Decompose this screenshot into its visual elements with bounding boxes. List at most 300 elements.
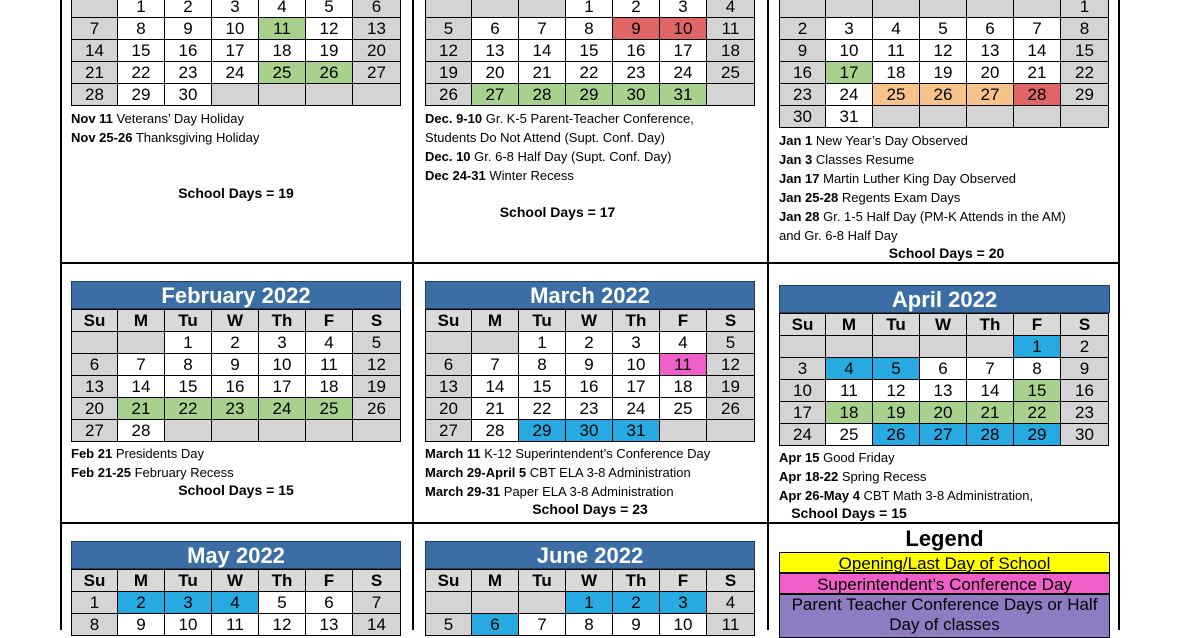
weekday-tu: Tu: [519, 310, 566, 332]
day-cell-22: 22: [1014, 402, 1061, 424]
day-cell-13: 13: [920, 380, 967, 402]
note-date: Dec 24-31: [425, 168, 486, 183]
weekday-m: M: [826, 314, 873, 336]
empty-cell: [967, 0, 1014, 18]
day-cell-13: 13: [967, 40, 1014, 62]
day-cell-27: 27: [920, 424, 967, 446]
empty-cell: [780, 336, 826, 358]
note-date: March 29-April 5: [425, 465, 527, 480]
note-line: [425, 482, 760, 501]
weekday-tu: Tu: [873, 314, 920, 336]
day-cell-16: 16: [1061, 380, 1109, 402]
frame-divider-1: [412, 0, 414, 630]
day-cell-13: 13: [472, 40, 519, 62]
note-line: [71, 463, 401, 482]
day-cell-24: 24: [212, 62, 259, 84]
frame-row-divider-1: [60, 262, 1120, 264]
day-cell-1: 1: [72, 592, 118, 614]
empty-cell: [1061, 106, 1109, 128]
empty-cell: [920, 0, 967, 18]
april-week-row: [780, 380, 1109, 402]
day-cell-2: 2: [165, 0, 212, 18]
june-grid: [425, 569, 755, 636]
day-cell-15: 15: [566, 40, 613, 62]
calendar-june: [425, 541, 755, 636]
day-cell-26: 26: [873, 424, 920, 446]
march-week-row: [426, 376, 755, 398]
note-line: [71, 444, 401, 463]
empty-cell: [707, 84, 755, 106]
day-cell-20: 20: [426, 398, 472, 420]
day-cell-16: 16: [613, 40, 660, 62]
empty-cell: [519, 592, 566, 614]
calendar-march: [425, 281, 755, 442]
january-week-row: [780, 40, 1109, 62]
day-cell-3: 3: [212, 0, 259, 18]
note-date: March 29-31: [425, 484, 501, 499]
weekday-f: F: [660, 570, 707, 592]
frame-left-border: [60, 0, 62, 630]
note-date: Nov 11: [71, 111, 113, 126]
day-cell-30: 30: [165, 84, 212, 106]
day-cell-17: 17: [826, 62, 873, 84]
empty-cell: [306, 84, 353, 106]
weekday-s: S: [707, 310, 755, 332]
empty-cell: [1014, 106, 1061, 128]
empty-cell: [873, 0, 920, 18]
day-cell-14: 14: [519, 40, 566, 62]
note-line: [425, 166, 760, 185]
day-cell-6: 6: [72, 354, 118, 376]
march-week-row: [426, 332, 755, 354]
note-text: Spring Recess: [841, 469, 927, 484]
day-cell-19: 19: [353, 376, 401, 398]
note-text: Martin Luther King Day Observed: [823, 171, 1017, 186]
note-text: Gr. 1-5 Half Day (PM-K Attends in the AM): [823, 209, 1066, 224]
day-cell-4: 4: [707, 592, 755, 614]
day-cell-30: 30: [566, 420, 613, 442]
day-cell-1: 1: [1061, 0, 1109, 18]
day-cell-19: 19: [306, 40, 353, 62]
day-cell-25: 25: [259, 62, 306, 84]
note-date: Feb 21: [71, 446, 113, 461]
day-cell-26: 26: [353, 398, 401, 420]
note-text: Good Friday: [823, 450, 895, 465]
day-cell-19: 19: [920, 62, 967, 84]
november-week-row: [72, 0, 401, 18]
weekday-f: F: [306, 310, 353, 332]
empty-cell: [72, 332, 118, 354]
day-cell-3: 3: [780, 358, 826, 380]
day-cell-20: 20: [920, 402, 967, 424]
day-cell-16: 16: [212, 376, 259, 398]
april-notes: [779, 448, 1114, 505]
note-date: Dec. 10: [425, 149, 471, 164]
day-cell-2: 2: [212, 332, 259, 354]
day-cell-9: 9: [118, 614, 165, 636]
empty-cell: [472, 332, 519, 354]
day-cell-15: 15: [1014, 380, 1061, 402]
note-text: Regents Exam Days: [841, 190, 961, 205]
day-cell-11: 11: [212, 614, 259, 636]
june-week-row: [426, 614, 755, 636]
empty-cell: [353, 84, 401, 106]
note-line: [425, 463, 760, 482]
day-cell-11: 11: [873, 40, 920, 62]
day-cell-11: 11: [306, 354, 353, 376]
day-cell-20: 20: [72, 398, 118, 420]
may-weekday-header: [72, 570, 401, 592]
day-cell-15: 15: [165, 376, 212, 398]
december-week-row: [426, 18, 755, 40]
note-line: [425, 109, 760, 128]
day-cell-27: 27: [967, 84, 1014, 106]
day-cell-28: 28: [967, 424, 1014, 446]
day-cell-22: 22: [118, 62, 165, 84]
day-cell-25: 25: [826, 424, 873, 446]
day-cell-18: 18: [660, 376, 707, 398]
weekday-th: Th: [259, 570, 306, 592]
empty-cell: [920, 106, 967, 128]
day-cell-16: 16: [566, 376, 613, 398]
day-cell-8: 8: [1014, 358, 1061, 380]
day-cell-17: 17: [259, 376, 306, 398]
day-cell-31: 31: [613, 420, 660, 442]
day-cell-27: 27: [72, 420, 118, 442]
day-cell-14: 14: [353, 614, 401, 636]
day-cell-7: 7: [72, 18, 118, 40]
day-cell-5: 5: [873, 358, 920, 380]
frame-divider-2: [767, 0, 769, 630]
december-week-row: [426, 84, 755, 106]
day-cell-15: 15: [118, 40, 165, 62]
note-date: Jan 3: [779, 152, 813, 167]
november-week-row: [72, 18, 401, 40]
legend-items: [779, 552, 1110, 638]
empty-cell: [426, 0, 472, 18]
day-cell-2: 2: [118, 592, 165, 614]
day-cell-2: 2: [1061, 336, 1109, 358]
november-week-row: [72, 40, 401, 62]
day-cell-9: 9: [613, 614, 660, 636]
weekday-tu: Tu: [165, 310, 212, 332]
note-line: [779, 486, 1114, 505]
day-cell-17: 17: [660, 40, 707, 62]
day-cell-28: 28: [519, 84, 566, 106]
day-cell-28: 28: [118, 420, 165, 442]
february-weekday-header: [72, 310, 401, 332]
day-cell-4: 4: [660, 332, 707, 354]
weekday-f: F: [306, 570, 353, 592]
note-line: [71, 128, 401, 147]
note-text: CBT Math 3-8 Administration,: [863, 488, 1034, 503]
march-week-row: [426, 420, 755, 442]
day-cell-17: 17: [613, 376, 660, 398]
day-cell-9: 9: [165, 18, 212, 40]
day-cell-5: 5: [426, 18, 472, 40]
note-text: Classes Resume: [815, 152, 915, 167]
february-week-row: [72, 398, 401, 420]
june-week-row: [426, 592, 755, 614]
day-cell-22: 22: [165, 398, 212, 420]
february-week-row: [72, 376, 401, 398]
day-cell-10: 10: [780, 380, 826, 402]
day-cell-25: 25: [660, 398, 707, 420]
day-cell-4: 4: [873, 18, 920, 40]
day-cell-29: 29: [1014, 424, 1061, 446]
day-cell-6: 6: [426, 354, 472, 376]
january-grid: [779, 0, 1109, 128]
empty-cell: [707, 420, 755, 442]
day-cell-4: 4: [707, 0, 755, 18]
weekday-m: M: [472, 310, 519, 332]
november-notes: [71, 109, 401, 147]
day-cell-26: 26: [426, 84, 472, 106]
day-cell-15: 15: [519, 376, 566, 398]
weekday-tu: Tu: [519, 570, 566, 592]
january-week-row: [780, 106, 1109, 128]
weekday-su: Su: [426, 570, 472, 592]
day-cell-12: 12: [306, 18, 353, 40]
march-notes: [425, 444, 760, 501]
day-cell-8: 8: [566, 614, 613, 636]
note-text: Gr. K-5 Parent-Teacher Conference,: [485, 111, 694, 126]
january-school-days: School Days = 20: [888, 245, 1005, 261]
empty-cell: [353, 420, 401, 442]
day-cell-25: 25: [873, 84, 920, 106]
note-text: Veterans’ Day Holiday: [116, 111, 244, 126]
empty-cell: [212, 84, 259, 106]
day-cell-30: 30: [780, 106, 826, 128]
legend-item: Parent Teacher Conference Days or Half Day of classes: [779, 594, 1110, 638]
march-school-days: School Days = 23: [532, 501, 648, 517]
weekday-tu: Tu: [165, 570, 212, 592]
day-cell-11: 11: [660, 354, 707, 376]
day-cell-13: 13: [72, 376, 118, 398]
day-cell-8: 8: [519, 354, 566, 376]
note-text: New Year’s Day Observed: [815, 133, 968, 148]
note-line: [779, 150, 1114, 169]
day-cell-26: 26: [306, 62, 353, 84]
day-cell-8: 8: [1061, 18, 1109, 40]
weekday-su: Su: [72, 310, 118, 332]
day-cell-10: 10: [660, 614, 707, 636]
day-cell-17: 17: [212, 40, 259, 62]
calendar-january: [779, 0, 1109, 128]
weekday-th: Th: [259, 310, 306, 332]
january-week-row: [780, 84, 1109, 106]
day-cell-13: 13: [306, 614, 353, 636]
day-cell-1: 1: [1014, 336, 1061, 358]
february-grid: [71, 309, 401, 442]
day-cell-2: 2: [613, 0, 660, 18]
note-date: Nov 25-26: [71, 130, 133, 145]
calendar-december: [425, 0, 755, 106]
note-line: [779, 226, 1114, 245]
day-cell-5: 5: [426, 614, 472, 636]
day-cell-22: 22: [566, 62, 613, 84]
weekday-th: Th: [967, 314, 1014, 336]
day-cell-24: 24: [613, 398, 660, 420]
day-cell-11: 11: [707, 614, 755, 636]
day-cell-10: 10: [613, 354, 660, 376]
empty-cell: [873, 106, 920, 128]
weekday-w: W: [566, 310, 613, 332]
day-cell-20: 20: [967, 62, 1014, 84]
day-cell-14: 14: [1014, 40, 1061, 62]
april-week-row: [780, 358, 1109, 380]
day-cell-2: 2: [613, 592, 660, 614]
day-cell-11: 11: [707, 18, 755, 40]
note-line: [425, 128, 760, 147]
note-line: [779, 467, 1114, 486]
day-cell-30: 30: [1061, 424, 1109, 446]
day-cell-3: 3: [165, 592, 212, 614]
march-title: March 2022: [425, 281, 755, 309]
day-cell-21: 21: [1014, 62, 1061, 84]
december-week-row: [426, 62, 755, 84]
weekday-f: F: [1014, 314, 1061, 336]
june-title: June 2022: [425, 541, 755, 569]
day-cell-26: 26: [920, 84, 967, 106]
day-cell-29: 29: [566, 84, 613, 106]
day-cell-23: 23: [613, 62, 660, 84]
empty-cell: [967, 106, 1014, 128]
empty-cell: [826, 336, 873, 358]
weekday-su: Su: [72, 570, 118, 592]
day-cell-14: 14: [472, 376, 519, 398]
weekday-m: M: [472, 570, 519, 592]
may-grid: [71, 569, 401, 636]
day-cell-18: 18: [873, 62, 920, 84]
note-date: Jan 28: [779, 209, 820, 224]
day-cell-8: 8: [72, 614, 118, 636]
day-cell-20: 20: [472, 62, 519, 84]
march-weekday-header: [426, 310, 755, 332]
calendar-april: [779, 285, 1110, 446]
weekday-su: Su: [780, 314, 826, 336]
november-week-row: [72, 84, 401, 106]
day-cell-24: 24: [660, 62, 707, 84]
empty-cell: [72, 0, 118, 18]
day-cell-9: 9: [212, 354, 259, 376]
weekday-w: W: [566, 570, 613, 592]
may-week-row: [72, 592, 401, 614]
legend-title: Legend: [905, 526, 984, 551]
weekday-w: W: [920, 314, 967, 336]
day-cell-26: 26: [707, 398, 755, 420]
day-cell-1: 1: [566, 0, 613, 18]
day-cell-13: 13: [353, 18, 401, 40]
note-text: Paper ELA 3-8 Administration: [503, 484, 674, 499]
march-week-row: [426, 354, 755, 376]
day-cell-27: 27: [472, 84, 519, 106]
march-grid: [425, 309, 755, 442]
day-cell-27: 27: [353, 62, 401, 84]
day-cell-19: 19: [873, 402, 920, 424]
day-cell-16: 16: [780, 62, 826, 84]
day-cell-22: 22: [1061, 62, 1109, 84]
day-cell-31: 31: [660, 84, 707, 106]
day-cell-23: 23: [566, 398, 613, 420]
day-cell-7: 7: [353, 592, 401, 614]
weekday-w: W: [212, 570, 259, 592]
day-cell-9: 9: [613, 18, 660, 40]
day-cell-23: 23: [780, 84, 826, 106]
legend: [779, 526, 1110, 638]
december-week-row: [426, 40, 755, 62]
note-text: Thanksgiving Holiday: [135, 130, 260, 145]
empty-cell: [426, 592, 472, 614]
day-cell-11: 11: [826, 380, 873, 402]
february-week-row: [72, 420, 401, 442]
note-date: Apr 18-22: [779, 469, 839, 484]
day-cell-6: 6: [967, 18, 1014, 40]
empty-cell: [967, 336, 1014, 358]
day-cell-22: 22: [519, 398, 566, 420]
day-cell-21: 21: [967, 402, 1014, 424]
empty-cell: [426, 332, 472, 354]
note-line: [425, 444, 760, 463]
day-cell-17: 17: [780, 402, 826, 424]
day-cell-20: 20: [353, 40, 401, 62]
empty-cell: [873, 336, 920, 358]
day-cell-18: 18: [259, 40, 306, 62]
day-cell-1: 1: [165, 332, 212, 354]
day-cell-7: 7: [967, 358, 1014, 380]
weekday-m: M: [118, 570, 165, 592]
day-cell-19: 19: [426, 62, 472, 84]
january-week-row: [780, 18, 1109, 40]
note-line: [779, 131, 1114, 150]
note-date: March 11: [425, 446, 481, 461]
note-date: Feb 21-25: [71, 465, 131, 480]
day-cell-6: 6: [472, 18, 519, 40]
day-cell-12: 12: [426, 40, 472, 62]
day-cell-21: 21: [519, 62, 566, 84]
day-cell-10: 10: [212, 18, 259, 40]
day-cell-3: 3: [826, 18, 873, 40]
day-cell-5: 5: [920, 18, 967, 40]
day-cell-2: 2: [566, 332, 613, 354]
weekday-su: Su: [426, 310, 472, 332]
december-notes: [425, 109, 760, 185]
note-text: Winter Recess: [489, 168, 574, 183]
note-line: [779, 207, 1114, 226]
december-school-days: School Days = 17: [499, 204, 616, 220]
february-school-days: School Days = 15: [178, 482, 294, 498]
day-cell-12: 12: [873, 380, 920, 402]
day-cell-8: 8: [165, 354, 212, 376]
april-title: April 2022: [779, 285, 1110, 313]
day-cell-23: 23: [212, 398, 259, 420]
frame-right-border: [1118, 0, 1120, 630]
day-cell-19: 19: [707, 376, 755, 398]
day-cell-3: 3: [660, 0, 707, 18]
day-cell-5: 5: [259, 592, 306, 614]
february-week-row: [72, 332, 401, 354]
day-cell-24: 24: [826, 84, 873, 106]
day-cell-10: 10: [826, 40, 873, 62]
day-cell-6: 6: [306, 592, 353, 614]
note-text: and Gr. 6-8 Half Day: [779, 228, 898, 243]
day-cell-10: 10: [165, 614, 212, 636]
day-cell-18: 18: [707, 40, 755, 62]
note-line: [779, 448, 1114, 467]
may-title: May 2022: [71, 541, 401, 569]
day-cell-24: 24: [259, 398, 306, 420]
day-cell-12: 12: [920, 40, 967, 62]
